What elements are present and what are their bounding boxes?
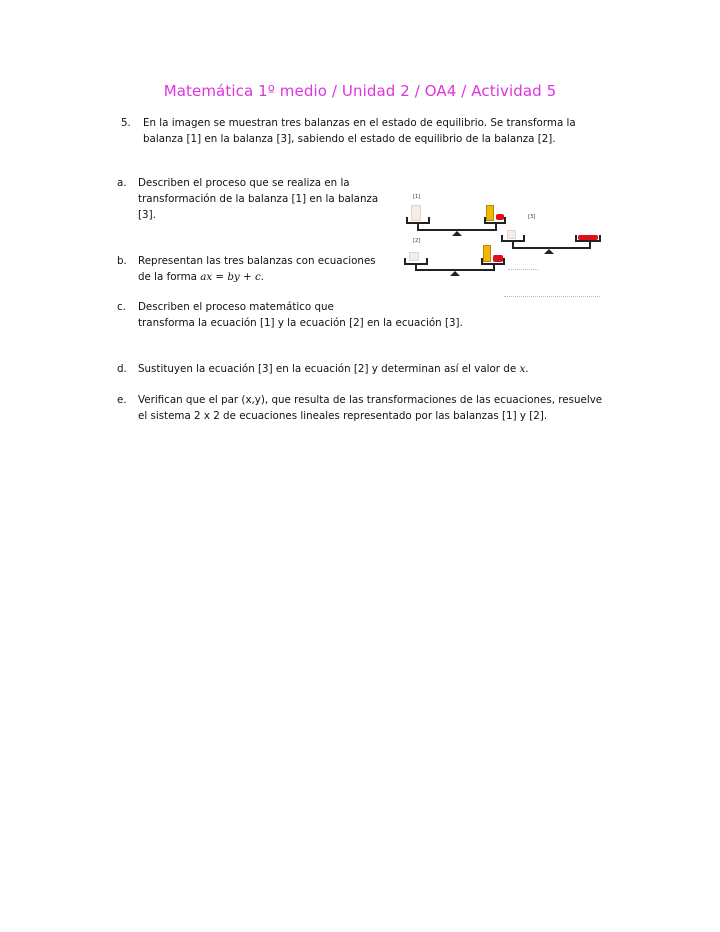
equation-equals: =	[212, 271, 228, 283]
item-line: [3].	[138, 209, 156, 221]
balance-label: [3]	[528, 214, 536, 220]
item-letter: b.	[117, 255, 127, 267]
item-text-end: .	[525, 363, 529, 375]
pan-left	[501, 235, 525, 242]
item-line-text: de la forma	[138, 271, 201, 283]
pan-right	[575, 235, 601, 242]
fulcrum-icon	[544, 249, 554, 254]
equation-end: .	[260, 271, 264, 283]
pan-left	[406, 217, 430, 224]
balance-label: [1]	[413, 194, 421, 200]
equation-c: c	[254, 271, 261, 283]
equation-plus: +	[239, 271, 255, 283]
item-line: transformación de la balanza [1] en la balanza	[138, 193, 379, 205]
item-line: Describen el proceso matemático que	[138, 301, 334, 313]
figure-caption-mark	[508, 269, 538, 274]
question-number: 5.	[121, 117, 131, 129]
question-line: balanza [1] en la balanza [3], sabiendo el estado de equilibrio de la balanza [2].	[143, 133, 556, 145]
figure-footnote-line	[504, 296, 600, 298]
equation-a: a	[200, 271, 207, 283]
item-line: el sistema 2 x 2 de ecuaciones lineales representado por las balanzas [1] y [2].	[138, 410, 548, 422]
item-line: Verifican que el par (x,y), que resulta de las transformaciones de las ecuaciones, resuelve	[138, 394, 603, 406]
equation-x: x	[206, 271, 213, 283]
pan-right	[484, 217, 506, 224]
item-letter: c.	[117, 301, 126, 313]
fulcrum-icon	[452, 231, 462, 236]
fulcrum-icon	[450, 271, 460, 276]
variable-x: x	[519, 363, 526, 375]
item-line: Describen el proceso que se realiza en la	[138, 177, 350, 189]
item-letter: d.	[117, 363, 127, 375]
item-line: transforma la ecuación [1] y la ecuación [2] en la ecuación [3].	[138, 317, 463, 329]
item-text: Sustituyen la ecuación [3] en la ecuación [2] y determinan así el valor de	[138, 363, 520, 375]
balances-figure	[400, 188, 610, 303]
item-letter: a.	[117, 177, 127, 189]
equation-y: y	[233, 271, 240, 283]
item-line	[138, 361, 658, 377]
balance-label: [2]	[413, 238, 421, 244]
page-title: Matemática 1º medio / Unidad 2 / OA4 / Actividad 5	[163, 82, 557, 100]
question-line: En la imagen se muestran tres balanzas en el estado de equilibrio. Se transforma la	[143, 117, 576, 129]
item-line: Representan las tres balanzas con ecuaciones	[138, 255, 376, 267]
item-letter: e.	[117, 394, 127, 406]
equation-b: b	[227, 271, 234, 283]
